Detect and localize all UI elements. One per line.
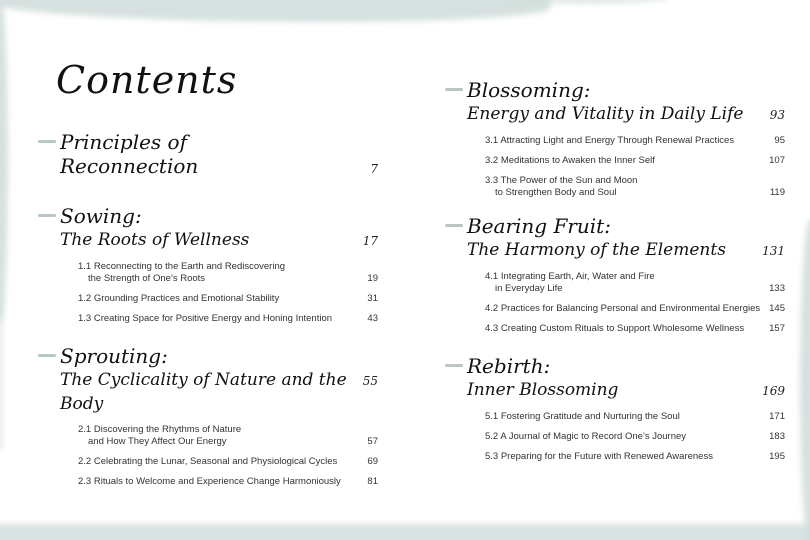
chapter-title-line2: The Cyclicality of Nature and the Body (60, 370, 347, 414)
chapter-title-line1: Bearing Fruit: (467, 214, 611, 238)
watercolor-border-bottom (0, 524, 810, 540)
chapter-rebirth[interactable] (445, 354, 785, 471)
chapter-title-line2-row (60, 228, 378, 253)
chapter-heading (38, 130, 378, 181)
chapter-title-line1: Sowing: (60, 204, 142, 228)
chapter-page-number: 93 (769, 108, 785, 122)
section-title: 2.2 Celebrating the Lunar, Seasonal and Physiological Cycles (78, 456, 338, 467)
chapter-title-line2-row (60, 154, 378, 181)
dash-marker-icon (38, 214, 56, 217)
section-title (485, 175, 637, 199)
section-title-continuation: in Everyday Life (495, 283, 563, 294)
chapter-sowing[interactable] (38, 204, 378, 333)
watercolor-border-left-2 (0, 300, 3, 450)
chapter-blossoming[interactable] (445, 78, 785, 207)
section-page-number: 81 (367, 476, 378, 487)
section-page-number: 43 (367, 313, 378, 324)
section-page-number: 19 (367, 273, 378, 284)
chapter-title-line2: The Harmony of the Elements (467, 240, 726, 260)
section-list (485, 135, 785, 199)
section-list (78, 424, 378, 488)
chapter-heading (445, 214, 785, 263)
section-item[interactable] (485, 323, 785, 335)
section-page-number: 183 (769, 431, 785, 442)
section-page-number: 195 (769, 451, 785, 462)
section-item[interactable] (485, 155, 785, 167)
section-title: 1.3 Creating Space for Positive Energy and Honing Intention (78, 313, 333, 324)
section-page-number: 31 (367, 293, 378, 304)
section-title: 3.1 Attracting Light and Energy Through Renewal Practices (485, 135, 735, 146)
section-title: 2.3 Rituals to Welcome and Experience Change Harmoniously (78, 476, 341, 487)
chapter-heading (38, 344, 378, 416)
section-item[interactable] (78, 456, 378, 468)
section-page-number: 95 (774, 135, 785, 146)
chapter-page-number: 7 (370, 162, 378, 176)
section-title-continuation: to Strengthen Body and Soul (495, 187, 617, 198)
section-item[interactable] (78, 476, 378, 488)
section-item[interactable] (485, 411, 785, 423)
chapter-title-line2: Energy and Vitality in Daily Life (467, 104, 744, 124)
dash-marker-icon (445, 88, 463, 91)
chapter-page-number: 55 (362, 374, 378, 388)
watercolor-border-right (800, 220, 810, 540)
section-item[interactable] (485, 431, 785, 443)
section-item[interactable] (485, 271, 785, 295)
section-title-continuation: the Strength of One’s Roots (88, 273, 206, 284)
section-title-continuation: and How They Affect Our Energy (88, 436, 227, 447)
section-page-number: 57 (367, 436, 378, 447)
section-title: 3.2 Meditations to Awaken the Inner Self (485, 155, 655, 166)
chapter-principles[interactable] (38, 130, 378, 181)
chapter-title-line2-row (60, 368, 378, 416)
chapter-heading (38, 204, 378, 253)
dash-marker-icon (445, 364, 463, 367)
dash-marker-icon (445, 224, 463, 227)
section-title: 5.2 A Journal of Magic to Record One’s Journey (485, 431, 687, 442)
section-page-number: 145 (769, 303, 785, 314)
chapter-title-line1: Blossoming: (467, 78, 591, 102)
section-item[interactable] (485, 451, 785, 463)
section-title-text: 1.1 Reconnecting to the Earth and Rediscovering (78, 261, 286, 272)
chapter-heading (445, 78, 785, 127)
dash-marker-icon (38, 354, 56, 357)
chapter-page-number: 17 (362, 234, 378, 248)
section-title (485, 271, 655, 295)
chapter-title-line2-row (467, 102, 785, 127)
chapter-title-line2: Reconnection (60, 154, 199, 178)
chapter-title-line1: Sprouting: (60, 344, 168, 368)
section-item[interactable] (78, 313, 378, 325)
section-item[interactable] (485, 135, 785, 147)
section-item[interactable] (485, 303, 785, 315)
section-title: 4.2 Practices for Balancing Personal and Environmental Energies (485, 303, 761, 314)
section-title: 1.2 Grounding Practices and Emotional Stability (78, 293, 280, 304)
section-title (78, 261, 285, 285)
dash-marker-icon (38, 140, 56, 143)
page-title: Contents (56, 58, 238, 102)
chapter-title-line2: Inner Blossoming (467, 380, 619, 400)
chapter-heading (445, 354, 785, 403)
section-list (485, 271, 785, 335)
section-title-text: 2.1 Discovering the Rhythms of Nature (78, 424, 242, 435)
section-page-number: 157 (769, 323, 785, 334)
chapter-page-number: 169 (762, 384, 785, 398)
section-item[interactable] (78, 424, 378, 448)
section-page-number: 69 (367, 456, 378, 467)
chapter-title-line1: Rebirth: (467, 354, 551, 378)
section-item[interactable] (78, 261, 378, 285)
chapter-sprouting[interactable] (38, 344, 378, 496)
section-title (78, 424, 241, 448)
section-item[interactable] (485, 175, 785, 199)
chapter-title-line2-row (467, 378, 785, 403)
chapter-title-line1: Principles of (60, 130, 187, 154)
section-page-number: 107 (769, 155, 785, 166)
section-title: 5.1 Fostering Gratitude and Nurturing the Soul (485, 411, 680, 422)
watercolor-border-left (0, 0, 8, 320)
chapter-page-number: 131 (762, 244, 785, 258)
watercolor-border-top (0, 0, 550, 22)
section-page-number: 119 (769, 187, 785, 198)
section-title: 4.3 Creating Custom Rituals to Support Wholesome Wellness (485, 323, 745, 334)
chapter-title-line2-row (467, 238, 785, 263)
chapter-title-line2: The Roots of Wellness (60, 230, 250, 250)
section-title-text: 3.3 The Power of the Sun and Moon (485, 175, 638, 186)
section-page-number: 133 (769, 283, 785, 294)
section-list (78, 261, 378, 325)
section-page-number: 171 (769, 411, 785, 422)
chapter-bearing-fruit[interactable] (445, 214, 785, 343)
section-title-text: 4.1 Integrating Earth, Air, Water and Fire (485, 271, 655, 282)
section-title: 5.3 Preparing for the Future with Renewed Awareness (485, 451, 713, 462)
section-item[interactable] (78, 293, 378, 305)
section-list (485, 411, 785, 463)
